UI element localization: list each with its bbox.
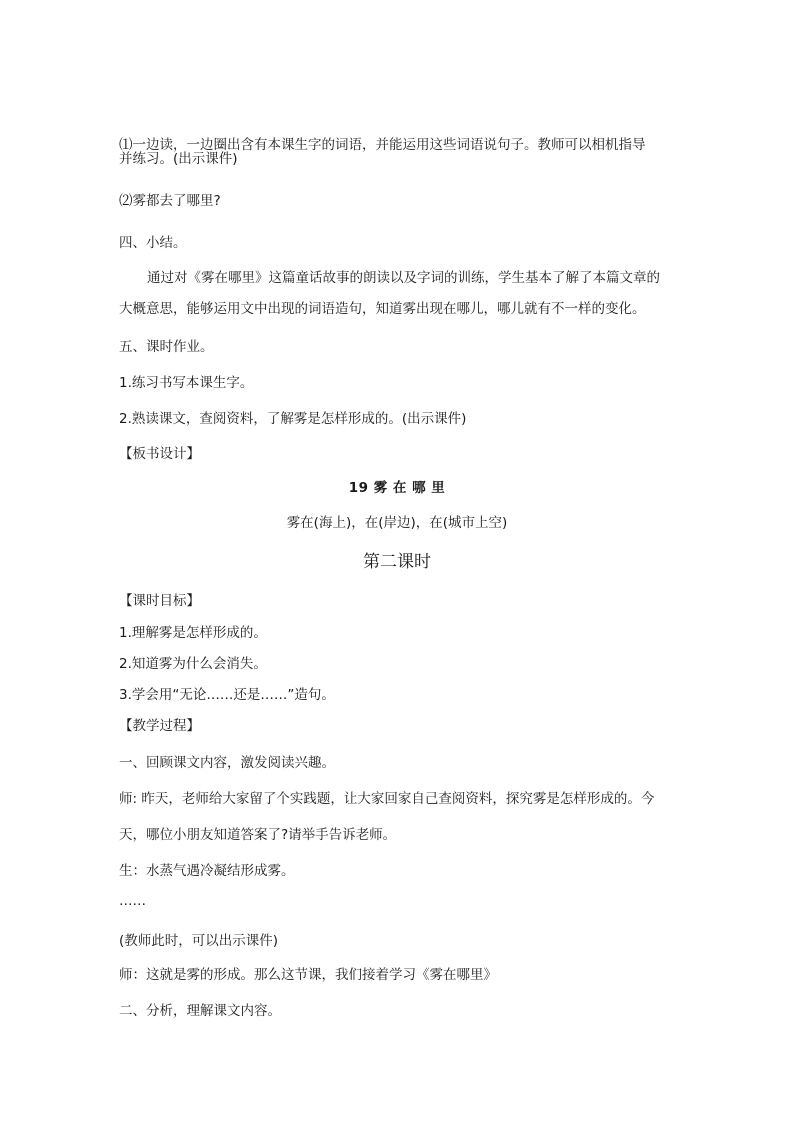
teacher-line-1-cont: 天，哪位小朋友知道答案了?请举手告诉老师。	[119, 827, 397, 843]
part-1-heading: 一、回顾课文内容，激发阅读兴趣。	[119, 755, 335, 771]
lesson-goals-heading: 【课时目标】	[119, 593, 200, 609]
section-5-heading: 五、课时作业。	[119, 339, 214, 355]
homework-item-1: 1.练习书写本课生字。	[119, 375, 254, 391]
part-2-heading: 二、分析，理解课文内容。	[119, 1003, 281, 1019]
board-content: 雾在(海上)，在(岸边)，在(城市上空)	[286, 515, 508, 531]
lesson-title: 第二课时	[363, 552, 431, 572]
summary-paragraph-cont: 大概意思，能够运用文中出现的词语造句，知道雾出现在哪儿，哪儿就有不一样的变化。	[119, 301, 646, 317]
homework-item-2: 2.熟读课文，查阅资料，了解雾是怎样形成的。(出示课件)	[119, 411, 467, 427]
step-1-text: ⑴一边读，一边圈出含有本课生字的词语，并能运用这些词语说句子。教师可以相机指导	[119, 137, 646, 153]
goal-item-1: 1.理解雾是怎样形成的。	[119, 625, 267, 641]
teaching-process-heading: 【教学过程】	[119, 718, 200, 734]
teacher-line-1: 师: 昨天，老师给大家留了个实践题，让大家回家自己查阅资料，探究雾是怎样形成的。今	[119, 791, 655, 807]
summary-paragraph: 通过对《雾在哪里》这篇童话故事的朗读以及字词的训练，学生基本了解了本篇文章的	[147, 270, 660, 286]
board-title: 19 雾 在 哪 里	[348, 480, 446, 496]
ellipsis: ……	[119, 893, 146, 909]
student-answer: 生：水蒸气遇冷凝结形成雾。	[119, 863, 295, 879]
goal-item-3: 3.学会用“无论……还是……”造句。	[119, 687, 335, 703]
board-design-heading: 【板书设计】	[119, 446, 200, 462]
step-2-text: ⑵雾都去了哪里?	[119, 193, 221, 209]
goal-item-2: 2.知道雾为什么会消失。	[119, 656, 267, 672]
section-4-heading: 四、小结。	[119, 235, 187, 251]
step-1-text-cont: 并练习。(出示课件)	[119, 151, 238, 167]
teacher-line-2: 师：这就是雾的形成。那么这节课，我们接着学习《雾在哪里》	[119, 967, 497, 983]
teacher-note: (教师此时，可以出示课件)	[119, 933, 279, 949]
